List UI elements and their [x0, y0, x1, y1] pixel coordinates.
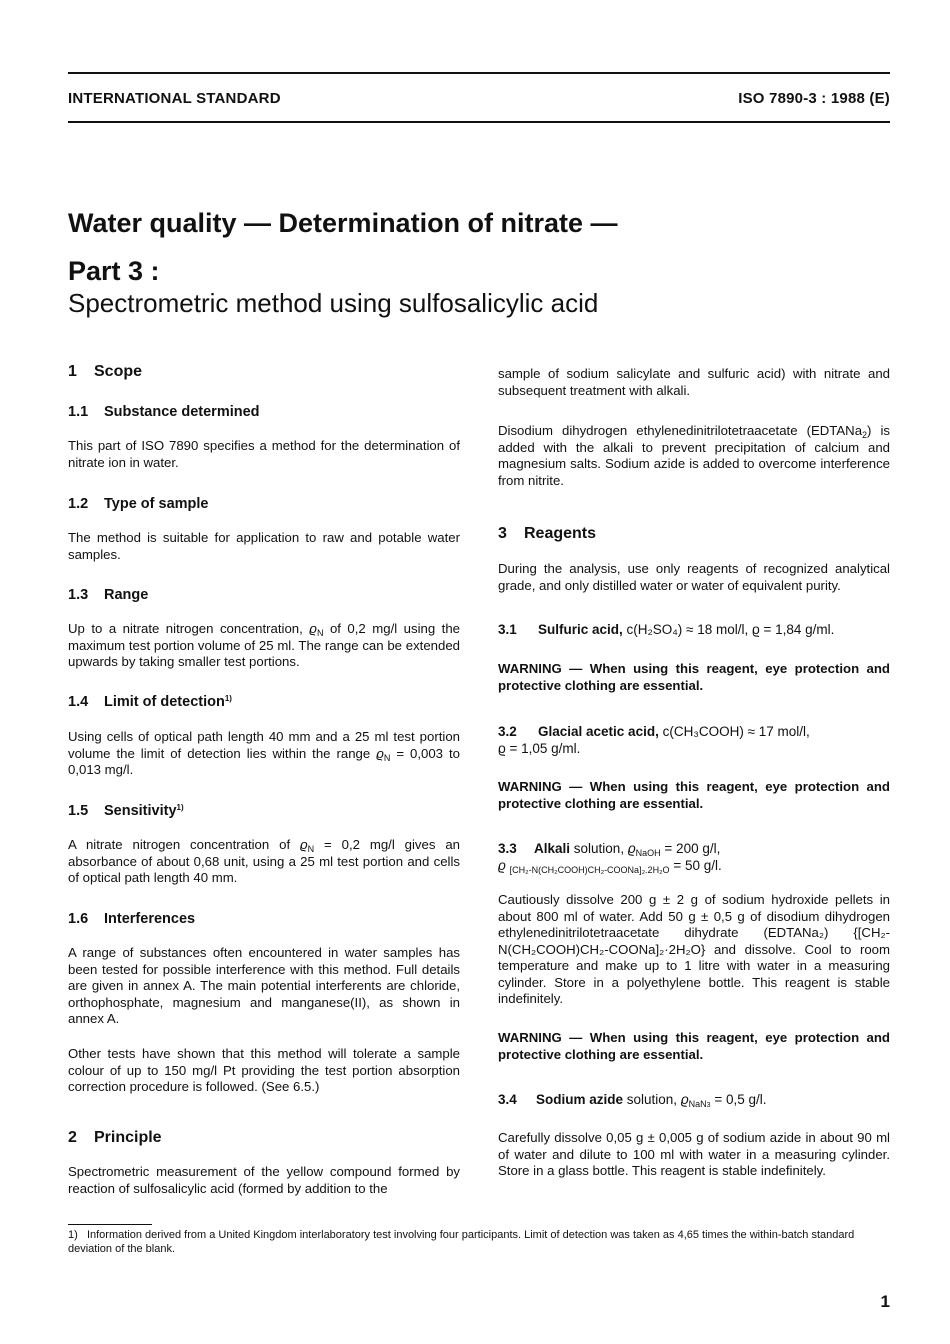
section-1-6-heading: 1.6 Interferences — [68, 911, 196, 927]
footnote-rule — [68, 1224, 152, 1225]
section-1-5-heading: 1.5 Sensitivity$^{1)}$ — [68, 803, 184, 819]
section-1-2-heading: 1.2 Type of sample — [68, 496, 209, 512]
section-1-1-text: This part of ISO 7890 specifies a method for the determination of nitrate ion in water. — [68, 438, 460, 470]
section-1-1-heading: 1.1 Substance determined — [68, 404, 260, 420]
section-3-2-heading: 3.2 Glacial acetic acid, c(CH₃COOH) ≈ 17 mol/l, ϱ = 1,05 g/ml. — [498, 724, 810, 756]
title-line-3: Spectrometric method using sulfosalicylic acid — [68, 288, 599, 318]
section-3-3-text: Cautiously dissolve 200 g ± 2 g of sodium hydroxide pellets in about 800 ml of water. Add 50 g ± 0,5 g of disodium dihydrogen ethylenedinitrilotetraacetate dihydrate (EDTANa₂) {[CH₂-N(CH₂COOH)CH₂-COONa]₂·2H₂O} and dissolve. Cool to room temperature and make up to 1 litre with water in a measuring cylinder. Store in a polyethylene bottle. This reagent is stable indefinitely. — [498, 892, 890, 1006]
section-3-3-heading: 3.3 Alkali solution, $ϱ_{NaOH} = 200$ g/l, ϱ $_{[CH_2-N(CH_2COOH)CH_2-COONa]_2.2H_2O}$ = 50 g/l. — [498, 841, 722, 875]
section-3-1-heading: 3.1 Sulfuric acid, c(H₂SO₄) ≈ 18 mol/l, ϱ = 1,84 g/ml. — [498, 622, 835, 637]
section-1-3-text: Up to a nitrate nitrogen concentration, $ϱ_N$ of 0,2 mg/l using the maximum test portion volume of 25 ml. The range can be extended upwards by taking smaller test portions. — [68, 621, 461, 669]
section-1-4-text: Using cells of optical path length 40 mm and a 25 ml test portion volume the limit of detection lies within the range $ϱ_N = 0,003$ to 0,013 mg/l. — [68, 729, 460, 777]
section-3-heading: 3 Reagents — [498, 525, 597, 542]
header-left: INTERNATIONAL STANDARD — [68, 90, 281, 107]
header-right: ISO 7890-3 : 1988 (E) — [738, 90, 890, 107]
section-2-heading: 2 Principle — [68, 1129, 162, 1146]
header-rule — [68, 121, 890, 123]
section-1-4-heading: 1.4 Limit of detection$^{1)}$ — [68, 694, 232, 710]
top-rule — [68, 72, 890, 74]
section-3-text: During the analysis, use only reagents of recognized analytical grade, and only distilled water or water of equivalent purity. — [498, 561, 890, 593]
footnote: 1) Information derived from a United Kingdom interlaboratory test involving four participants. Limit of detection was taken as 4,65 times the within-batch standard deviation of the blank. — [68, 1229, 855, 1255]
warning-3-2: WARNING — When using this reagent, eye protection and protective clothing are essential. — [498, 779, 890, 811]
principle-edta-text: Disodium dihydrogen ethylenedinitrilotetraacetate (EDTANa$_2$) is added with the alkali to prevent precipitation of calcium and magnesium salts. Sodium azide is added to overcome interference from nitrite. — [498, 423, 890, 488]
warning-3-1: WARNING — When using this reagent, eye protection and protective clothing are essential. — [498, 661, 890, 693]
title-line-2: Part 3 : — [68, 256, 160, 286]
section-3-4-text: Carefully dissolve 0,05 g ± 0,005 g of sodium azide in about 90 ml of water and dilute to 100 ml with water in a measuring cylinder. Store in a glass bottle. This reagent is stable indefinitely. — [498, 1130, 890, 1178]
page-number: 1 — [880, 1292, 890, 1311]
warning-3-3: WARNING — When using this reagent, eye protection and protective clothing are essential. — [498, 1030, 890, 1062]
section-2-text: Spectrometric measurement of the yellow compound formed by reaction of sulfosalicylic acid (formed by addition to the — [68, 1164, 460, 1196]
section-1-2-text: The method is suitable for application to raw and potable water samples. — [68, 530, 460, 562]
section-1-6-text-2: Other tests have shown that this method will tolerate a sample colour of up to 150 mg/l Pt providing the test portion absorption correction procedure is followed. (See 6.5.) — [68, 1046, 460, 1094]
section-1-heading: 1 Scope — [68, 363, 143, 380]
section-3-4-heading: 3.4 Sodium azide solution, $ϱ_{NaN3} = 0,5$ g/l. — [498, 1092, 767, 1109]
principle-continued-text: sample of sodium salicylate and sulfuric acid) with nitrate and subsequent treatment with alkali. — [498, 366, 890, 398]
section-1-5-text: A nitrate nitrogen concentration of $ϱ_N = 0,2$ mg/l gives an absorbance of about 0,68 unit, using a 25 ml test portion and cells of optical path length 40 mm. — [68, 837, 460, 885]
section-1-3-heading: 1.3 Range — [68, 587, 149, 603]
section-1-6-text-1: A range of substances often encountered in water samples has been tested for possible interference with this method. Full details are given in annex A. The main potential interferents are chloride, orthophosphate, magnesium and manganese(II), as shown in annex A. — [68, 945, 460, 1026]
title-line-1: Water quality — Determination of nitrate — — [68, 208, 618, 238]
